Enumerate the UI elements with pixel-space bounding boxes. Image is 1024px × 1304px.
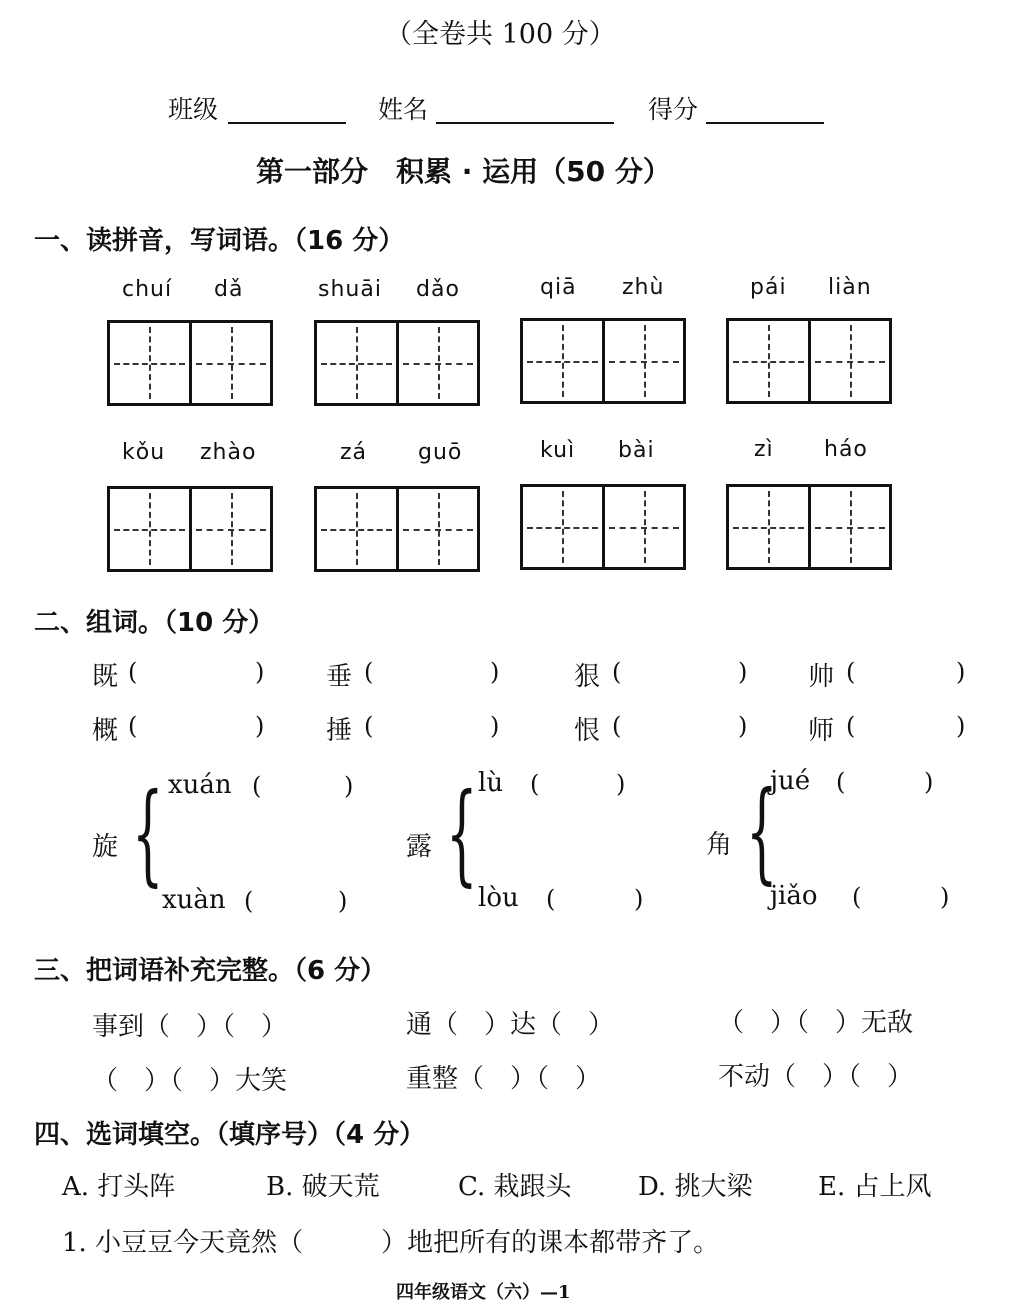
pinyin: kuì bbox=[540, 438, 576, 463]
class-field[interactable] bbox=[228, 92, 346, 124]
reading-pinyin: jué bbox=[770, 766, 811, 796]
option-d: D. 挑大梁 bbox=[638, 1172, 753, 1202]
score-field[interactable] bbox=[706, 92, 824, 124]
pinyin: shuāi bbox=[318, 277, 382, 302]
answer-blank[interactable]: ( bbox=[836, 768, 846, 796]
option-a: A. 打头阵 bbox=[62, 1172, 176, 1202]
answer-blank[interactable]: ( bbox=[530, 770, 540, 798]
answer-blank-close: ) bbox=[490, 712, 500, 740]
answer-blank[interactable]: ( bbox=[846, 712, 856, 740]
idiom-blank[interactable]: 通（ ）达（ ） bbox=[406, 1010, 615, 1040]
answer-blank-close: ) bbox=[634, 885, 644, 913]
section-4-title: 四、选词填空。（填序号）（4 分） bbox=[34, 1120, 426, 1150]
answer-blank[interactable]: ( bbox=[244, 887, 254, 915]
reading-pinyin: xuàn bbox=[162, 885, 226, 915]
idiom-blank[interactable]: 不动（ ）（ ） bbox=[718, 1062, 914, 1092]
answer-blank[interactable]: ( bbox=[612, 658, 622, 686]
word-char: 概 bbox=[92, 716, 119, 746]
name-field[interactable] bbox=[436, 92, 614, 124]
writing-grid[interactable] bbox=[107, 320, 273, 406]
pinyin: pái bbox=[750, 275, 787, 300]
word-char: 既 bbox=[92, 662, 119, 692]
polyphonic-char: 旋 bbox=[92, 832, 119, 862]
total-score-note: （全卷共 100 分） bbox=[385, 19, 616, 50]
answer-blank[interactable]: ( bbox=[128, 658, 138, 686]
writing-grid[interactable] bbox=[107, 486, 273, 572]
page-footer: 四年级语文（六）—1 bbox=[396, 1282, 571, 1303]
answer-blank-close: ) bbox=[490, 658, 500, 686]
answer-blank[interactable]: ( bbox=[128, 712, 138, 740]
reading-pinyin: xuán bbox=[168, 770, 232, 800]
question-1[interactable]: 1. 小豆豆今天竟然（ ）地把所有的课本都带齐了。 bbox=[62, 1228, 720, 1258]
brace-icon: { bbox=[446, 769, 478, 897]
option-c: C. 栽跟头 bbox=[458, 1172, 572, 1202]
answer-blank[interactable]: ( bbox=[252, 772, 262, 800]
word-char: 恨 bbox=[574, 716, 601, 746]
brace-icon: { bbox=[746, 767, 778, 895]
pinyin: guō bbox=[418, 440, 463, 465]
reading-pinyin: lòu bbox=[478, 883, 519, 913]
word-char: 狠 bbox=[574, 662, 601, 692]
word-char: 垂 bbox=[326, 662, 353, 692]
reading-pinyin: jiǎo bbox=[770, 881, 818, 911]
pinyin: bài bbox=[618, 438, 655, 463]
answer-blank-close: ) bbox=[924, 768, 934, 796]
part-title: 第一部分 积累 · 运用（50 分） bbox=[256, 155, 671, 188]
word-char: 帅 bbox=[808, 662, 835, 692]
answer-blank-close: ) bbox=[616, 770, 626, 798]
pinyin: dǎo bbox=[416, 277, 460, 302]
pinyin: liàn bbox=[828, 275, 872, 300]
writing-grid[interactable] bbox=[520, 318, 686, 404]
writing-grid[interactable] bbox=[726, 484, 892, 570]
answer-blank[interactable]: ( bbox=[546, 885, 556, 913]
answer-blank[interactable]: ( bbox=[852, 883, 862, 911]
answer-blank-close: ) bbox=[738, 658, 748, 686]
option-b: B. 破天荒 bbox=[266, 1172, 380, 1202]
pinyin: dǎ bbox=[214, 277, 244, 302]
pinyin: háo bbox=[824, 437, 868, 462]
answer-blank-close: ) bbox=[940, 883, 950, 911]
answer-blank-close: ) bbox=[956, 658, 966, 686]
answer-blank-close: ) bbox=[338, 887, 348, 915]
idiom-blank[interactable]: 重整（ ）（ ） bbox=[406, 1064, 602, 1094]
idiom-blank[interactable]: （ ）（ ）大笑 bbox=[92, 1066, 288, 1096]
writing-grid[interactable] bbox=[314, 486, 480, 572]
answer-blank-close: ) bbox=[255, 712, 265, 740]
section-3-title: 三、把词语补充完整。（6 分） bbox=[34, 956, 387, 986]
idiom-blank[interactable]: （ ）（ ）无敌 bbox=[718, 1008, 914, 1038]
pinyin: zá bbox=[340, 440, 368, 465]
writing-grid[interactable] bbox=[314, 320, 480, 406]
reading-pinyin: lù bbox=[478, 768, 504, 798]
answer-blank[interactable]: ( bbox=[364, 712, 374, 740]
pinyin: chuí bbox=[122, 277, 173, 302]
score-label: 得分 bbox=[648, 95, 699, 124]
pinyin: qiā bbox=[540, 275, 577, 300]
polyphonic-char: 角 bbox=[706, 830, 733, 860]
answer-blank[interactable]: ( bbox=[846, 658, 856, 686]
brace-icon: { bbox=[132, 769, 164, 897]
option-e: E. 占上风 bbox=[818, 1172, 932, 1202]
pinyin: kǒu bbox=[122, 440, 166, 465]
answer-blank-close: ) bbox=[956, 712, 966, 740]
idiom-blank[interactable]: 事到（ ）（ ） bbox=[92, 1012, 288, 1042]
name-label: 姓名 bbox=[378, 95, 429, 124]
pinyin: zhù bbox=[622, 275, 665, 300]
word-char: 捶 bbox=[326, 716, 353, 746]
answer-blank-close: ) bbox=[738, 712, 748, 740]
section-1-title: 一、读拼音，写词语。（16 分） bbox=[34, 226, 405, 256]
class-label: 班级 bbox=[168, 95, 219, 124]
answer-blank[interactable]: ( bbox=[364, 658, 374, 686]
pinyin: zì bbox=[754, 437, 774, 462]
answer-blank-close: ) bbox=[255, 658, 265, 686]
pinyin: zhào bbox=[200, 440, 257, 465]
polyphonic-char: 露 bbox=[406, 832, 433, 862]
writing-grid[interactable] bbox=[520, 484, 686, 570]
answer-blank[interactable]: ( bbox=[612, 712, 622, 740]
answer-blank-close: ) bbox=[344, 772, 354, 800]
writing-grid[interactable] bbox=[726, 318, 892, 404]
word-char: 师 bbox=[808, 716, 835, 746]
section-2-title: 二、组词。（10 分） bbox=[34, 608, 275, 638]
